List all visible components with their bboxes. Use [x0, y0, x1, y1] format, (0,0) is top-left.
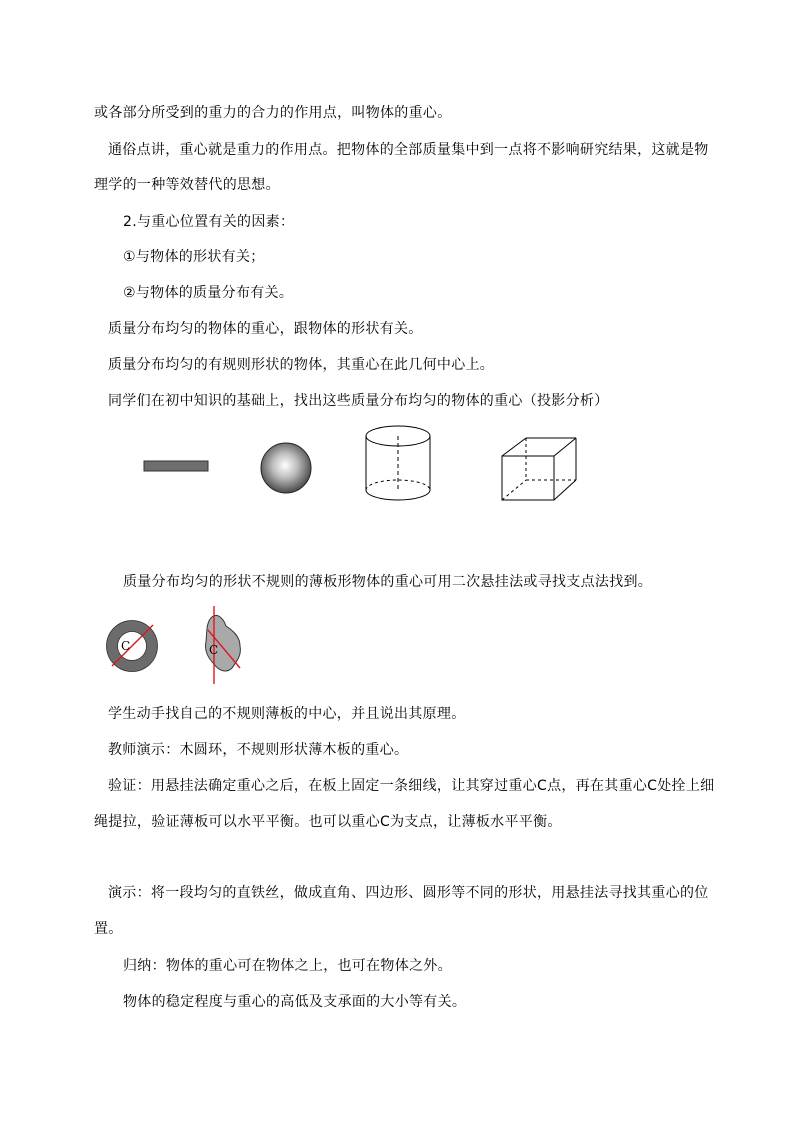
paragraph-line: 理学的一种等效替代的思想。 [94, 177, 280, 193]
plate-shape [205, 606, 240, 684]
paragraph-line: 或各部分所受到的重力的合力的作用点，叫物体的重心。 [94, 105, 452, 121]
paragraph-line: ①与物体的形状有关； [123, 249, 265, 265]
bar-shape [144, 461, 208, 471]
regular-shapes-figure [130, 418, 600, 518]
paragraph-line: 2.与重心位置有关的因素： [123, 214, 295, 230]
ring-center-label: C [121, 639, 131, 653]
paragraph-line: 置。 [94, 921, 123, 937]
cylinder-shape [366, 426, 430, 500]
paragraph-line: 同学们在初中知识的基础上，找出这些质量分布均匀的物体的重心（投影分析） [108, 393, 609, 409]
paragraph-line: 通俗点讲，重心就是重力的作用点。把物体的全部质量集中到一点将不影响研究结果，这就是物 [108, 142, 709, 158]
cube-shape [502, 438, 576, 500]
paragraph-line: 质量分布均匀的形状不规则的薄板形物体的重心可用二次悬挂法或寻找支点法找到。 [123, 574, 653, 590]
plate-center-label: C [209, 643, 219, 657]
paragraph-line: 学生动手找自己的不规则薄板的中心，并且说出其原理。 [108, 706, 466, 722]
sphere-shape [261, 443, 311, 493]
paragraph-line: 教师演示：木圆环，不规则形状薄木板的重心。 [108, 742, 409, 758]
paragraph-line: 绳提拉，验证薄板可以水平平衡。也可以重心C为支点，让薄板水平平衡。 [94, 814, 562, 830]
paragraph-line: 验证：用悬挂法确定重心之后，在板上固定一条细线，让其穿过重心C点，再在其重心C处拴上细 [108, 778, 715, 794]
ring-shape [107, 621, 158, 672]
paragraph-line: 质量分布均匀的有规则形状的物体，其重心在此几何中心上。 [108, 357, 495, 373]
paragraph-line: 归纳：物体的重心可在物体之上，也可在物体之外。 [123, 958, 452, 974]
paragraph-line: 质量分布均匀的物体的重心，跟物体的形状有关。 [108, 321, 423, 337]
paragraph-line: 物体的稳定程度与重心的高低及支承面的大小等有关。 [123, 994, 467, 1010]
irregular-shapes-figure [100, 600, 260, 690]
paragraph-line: ②与物体的质量分布有关。 [123, 285, 294, 301]
paragraph-line: 演示：将一段均匀的直铁丝，做成直角、四边形、圆形等不同的形状，用悬挂法寻找其重心的位 [108, 885, 709, 901]
